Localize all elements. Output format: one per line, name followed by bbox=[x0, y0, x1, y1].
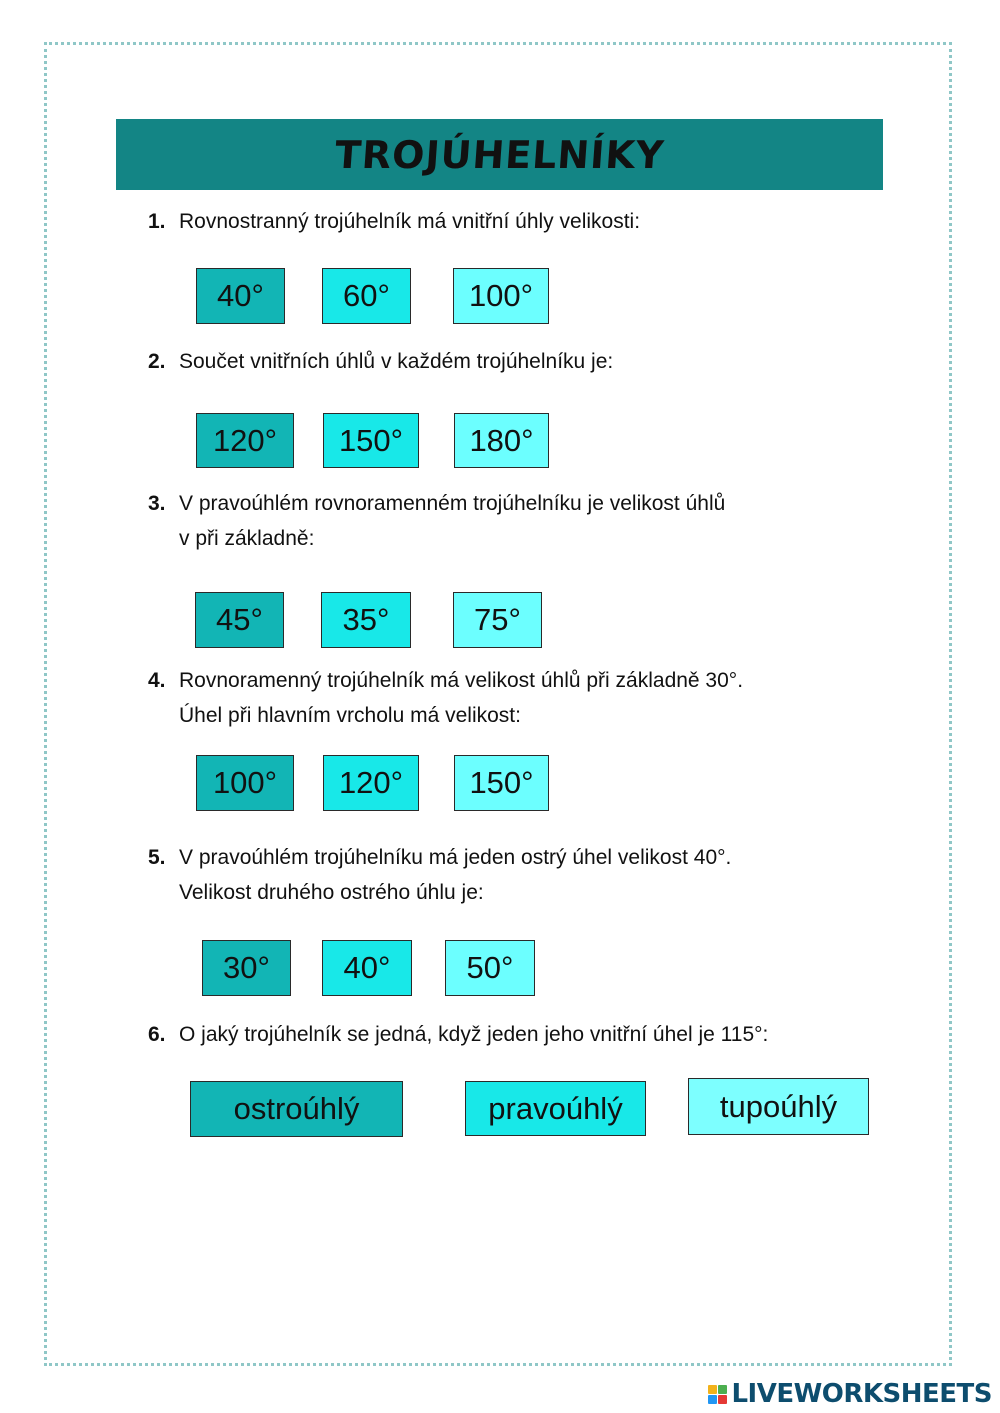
question-text: Součet vnitřních úhlů v každém trojúhelníku je: bbox=[179, 350, 614, 373]
answer-option-q4-c[interactable]: 150° bbox=[454, 755, 549, 811]
question-4 bbox=[148, 663, 743, 733]
logo-text: LIVEWORKSHEETS bbox=[731, 1379, 992, 1409]
question-number: 2. bbox=[148, 350, 166, 373]
answer-option-q5-c[interactable]: 50° bbox=[445, 940, 535, 996]
page-title: TROJÚHELNÍKY bbox=[333, 132, 666, 177]
answer-option-q2-a[interactable]: 120° bbox=[196, 413, 294, 468]
question-number: 1. bbox=[148, 210, 166, 233]
question-1 bbox=[148, 204, 640, 239]
question-3 bbox=[148, 486, 725, 556]
answer-option-q6-c[interactable]: tupoúhlý bbox=[688, 1078, 869, 1135]
answer-option-q5-b[interactable]: 40° bbox=[322, 940, 412, 996]
answer-option-q3-b[interactable]: 35° bbox=[321, 592, 411, 648]
question-text: V pravoúhlém rovnoramenném trojúhelníku je velikost úhlů v při základně: bbox=[179, 492, 726, 550]
answer-option-q2-b[interactable]: 150° bbox=[323, 413, 419, 468]
answer-option-q1-c[interactable]: 100° bbox=[453, 268, 549, 324]
title-banner bbox=[116, 119, 883, 190]
question-number: 6. bbox=[148, 1023, 166, 1046]
answer-option-q3-a[interactable]: 45° bbox=[195, 592, 284, 648]
liveworksheets-logo-icon bbox=[708, 1385, 727, 1404]
question-text: Rovnoramenný trojúhelník má velikost úhlů při základně 30°. Úhel při hlavním vrcholu má velikost: bbox=[179, 669, 744, 727]
question-text: O jaký trojúhelník se jedná, když jeden jeho vnitřní úhel je 115°: bbox=[179, 1023, 769, 1046]
answer-option-q4-b[interactable]: 120° bbox=[323, 755, 419, 811]
answer-option-q2-c[interactable]: 180° bbox=[454, 413, 549, 468]
question-number: 3. bbox=[148, 492, 166, 515]
question-text: Rovnostranný trojúhelník má vnitřní úhly velikosti: bbox=[179, 210, 641, 233]
answer-option-q3-c[interactable]: 75° bbox=[453, 592, 542, 648]
answer-option-q6-a[interactable]: ostroúhlý bbox=[190, 1081, 403, 1137]
question-number: 5. bbox=[148, 846, 166, 869]
question-6 bbox=[148, 1017, 768, 1052]
answer-option-q1-b[interactable]: 60° bbox=[322, 268, 411, 324]
liveworksheets-logo[interactable] bbox=[708, 1379, 992, 1409]
answer-option-q1-a[interactable]: 40° bbox=[196, 268, 285, 324]
question-2 bbox=[148, 344, 613, 379]
answer-option-q5-a[interactable]: 30° bbox=[202, 940, 291, 996]
answer-option-q4-a[interactable]: 100° bbox=[196, 755, 294, 811]
answer-option-q6-b[interactable]: pravoúhlý bbox=[465, 1081, 646, 1136]
question-5 bbox=[148, 840, 731, 910]
question-number: 4. bbox=[148, 669, 166, 692]
question-text: V pravoúhlém trojúhelníku má jeden ostrý úhel velikost 40°. Velikost druhého ostrého úhlu je: bbox=[179, 846, 732, 904]
